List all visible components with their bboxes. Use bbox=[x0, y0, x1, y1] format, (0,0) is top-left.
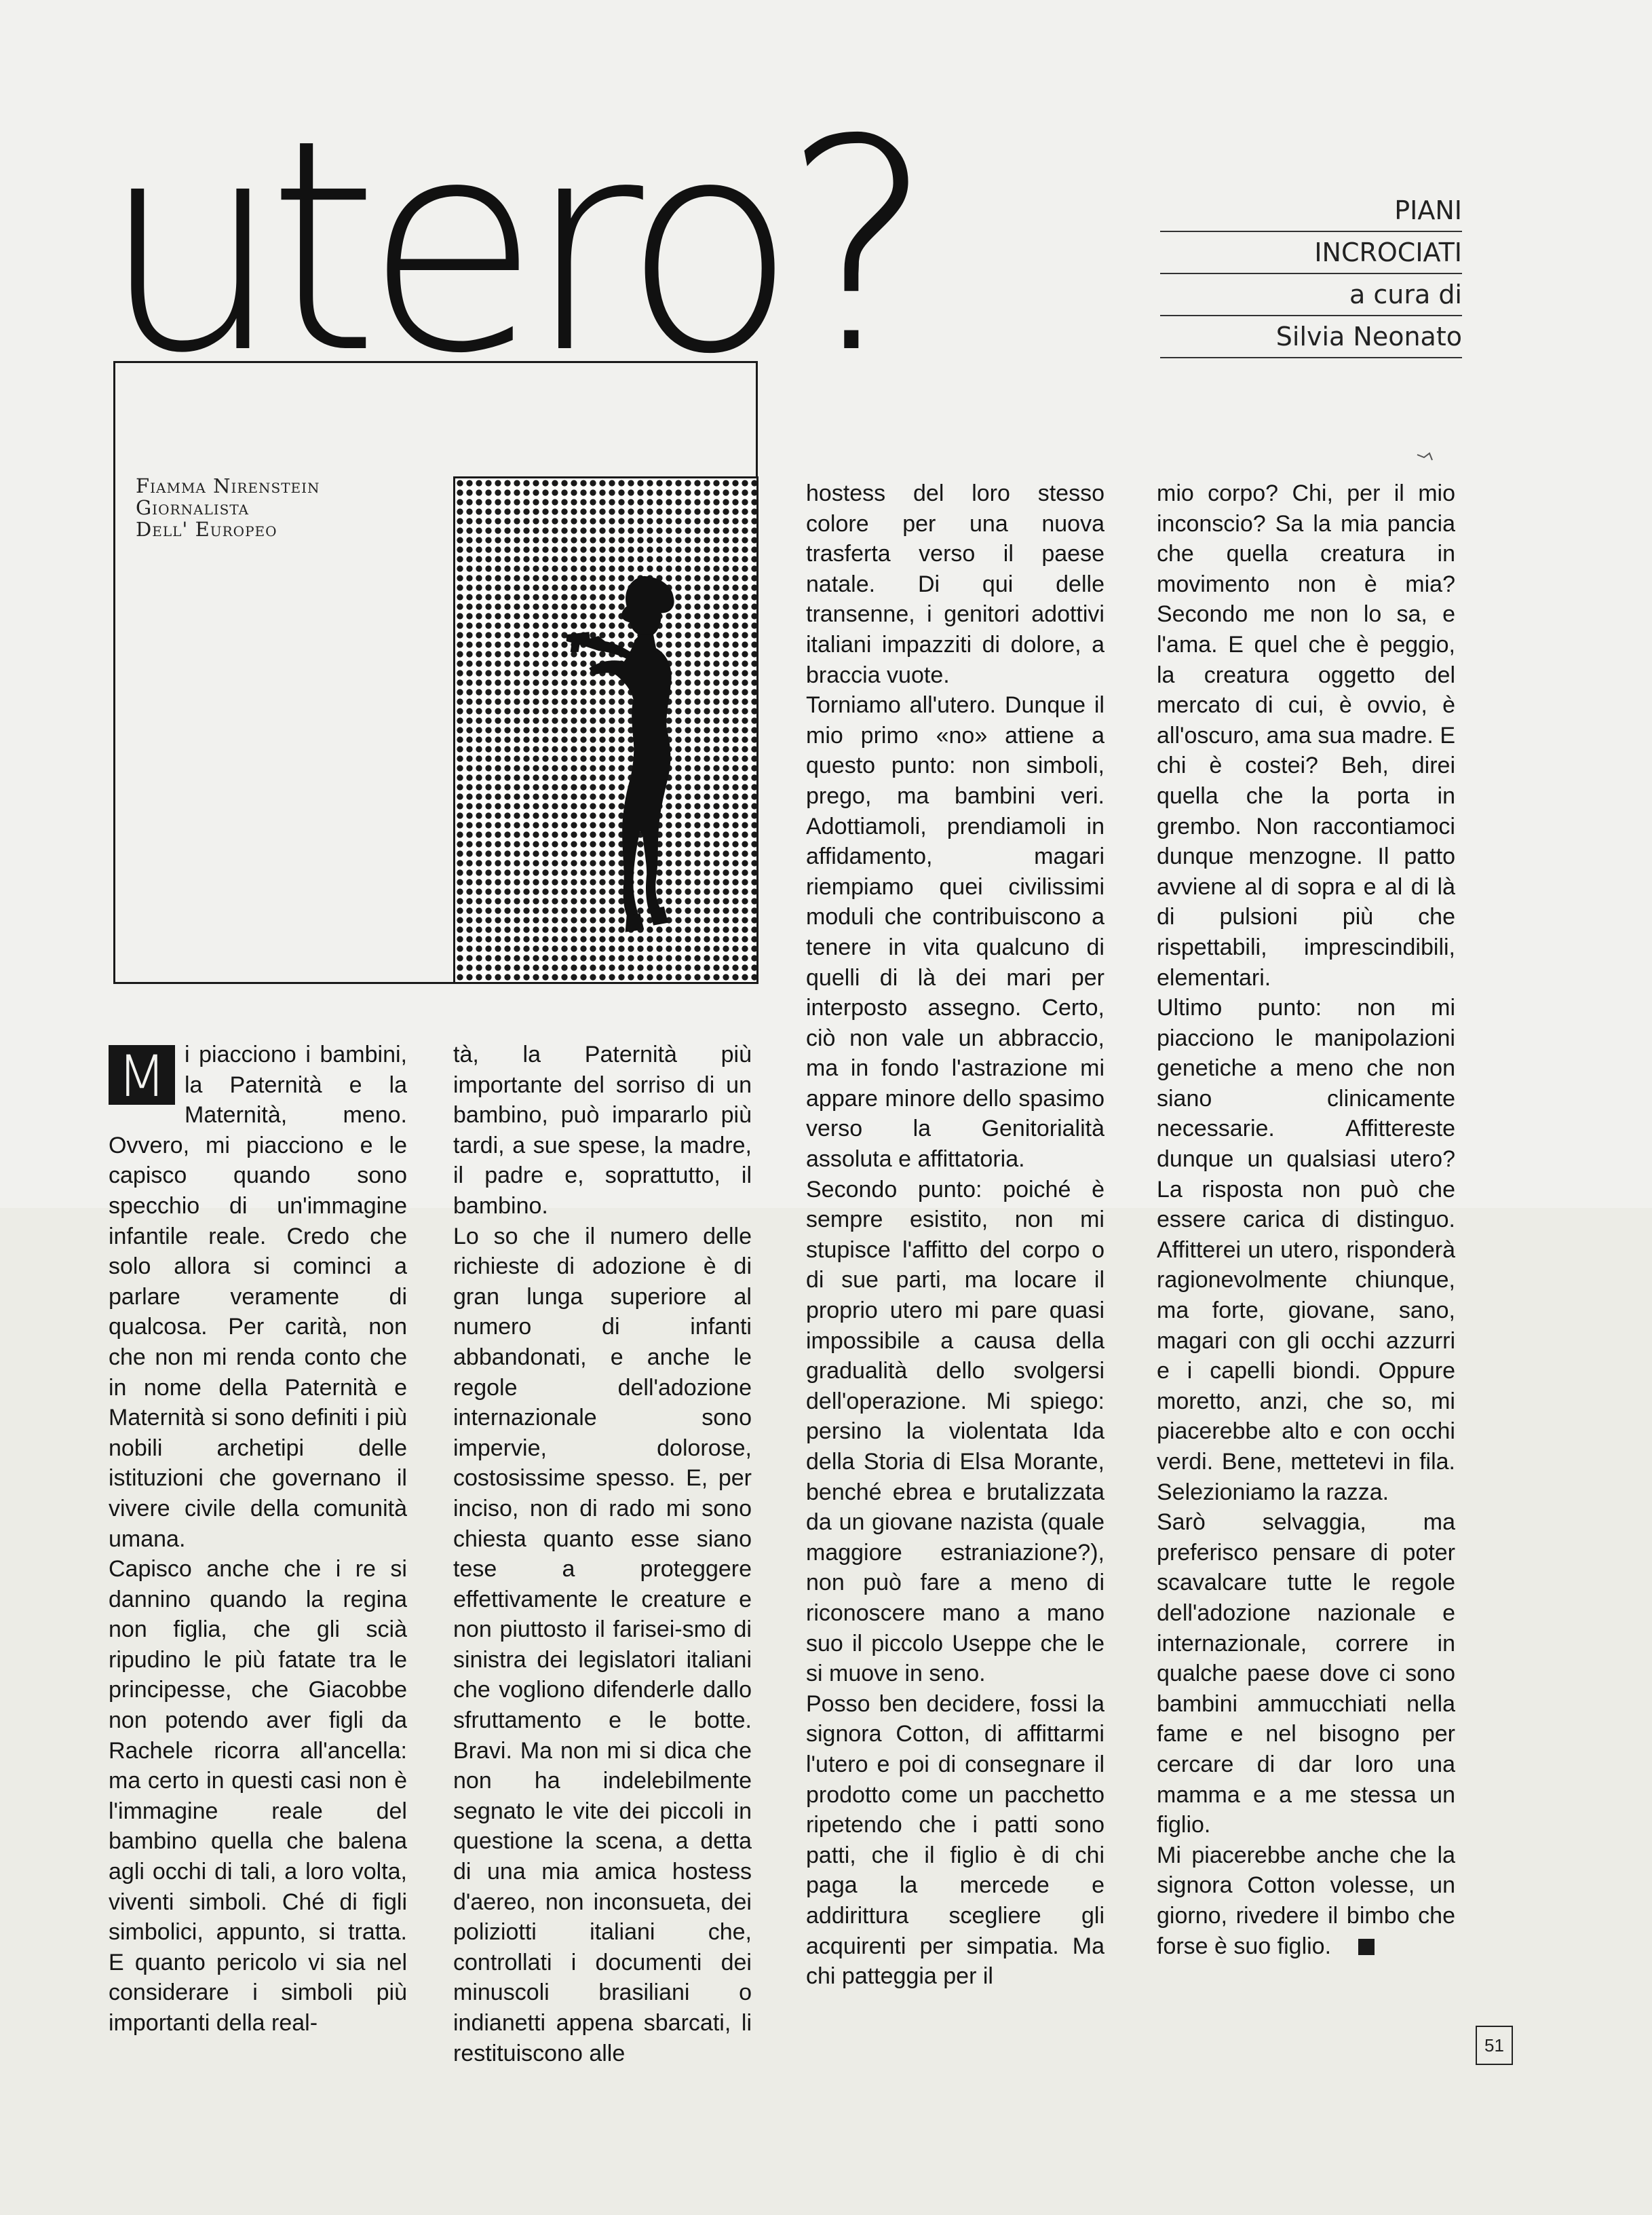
byline bbox=[136, 475, 320, 540]
paragraph: Sarò selvaggia, ma preferisco pensare di poter scavalcare tutte le regole dell'adozione nazionale e internazionale, correre in qualche paese dove ci sono bambini ammucchiati nella fame e nel bisogno per cercare di dar loro una mamma e a me stessa un figlio. bbox=[1157, 1509, 1455, 1838]
paragraph: Posso ben decidere, fossi la signora Cotton, di affittarmi l'utero e poi di consegnare il prodotto come un pacchetto ripetendo che i patti sono patti, che il figlio è di chi paga la mercede e addirittura scegliere gli acquirenti per simpatia. Ma chi patteggia per il bbox=[806, 1690, 1104, 1990]
byline-name: Fiamma Nirenstein bbox=[136, 474, 320, 497]
byline-outlet: Dell' Europeo bbox=[136, 518, 277, 541]
paragraph: hostess del loro stesso colore per una nuova trasferta verso il paese natale. Di qui delle transenne, i genitori adottivi italiani impazziti di dolore, a braccia vuote. bbox=[806, 480, 1104, 688]
paragraph: Torniamo all'utero. Dunque il mio primo «no» attiene a questo punto: non simboli, prego, ma bambini veri. Adottiamoli, prendiamoli in affidamento, magari riempiamo quei civilissimi moduli che contribuiscono a tenere in vita qualcuno di quelli di là dei mari per interposto assegno. Certo, ciò non vale un abbraccio, ma in fondo l'astrazione mi appare minore dello spasimo verso la Genitorialità assoluta e affittatoria. bbox=[806, 692, 1104, 1173]
rubric-line: a cura di bbox=[1160, 274, 1462, 316]
halftone-illustration bbox=[453, 476, 758, 984]
text-column-2 bbox=[453, 1040, 752, 2068]
article-title: utero? bbox=[100, 78, 920, 417]
paragraph-text: i piacciono i bambini, la Paternità e la Maternità, meno. Ovvero, mi piacciono e le capisco quando sono specchio di un'immagine infantile reale. Credo che solo allora si cominci a parlare veramente di qualcosa. Per carità, non che non mi renda conto che in nome della Paternità e Maternità si sono definiti i più nobili archetipi delle istituzioni che governano il vivere civile della comunità umana. bbox=[109, 1042, 407, 1552]
text-column-1 bbox=[109, 1040, 407, 2039]
paragraph: mio corpo? Chi, per il mio inconscio? Sa la mia pancia che quella creatura in movimento non è mia? Secondo me non lo sa, e l'ama. E quel che è peggio, la creatura oggetto del mercato di cui, è ovvio, è all'oscuro, ama sua madre. E chi è costei? Beh, direi quella che la porta in grembo. Non raccontiamoci dunque menzogne. Il patto avviene al di sopra e al di là di pulsioni più che rispettabili, imprescindibili, elementari. bbox=[1157, 480, 1455, 991]
paragraph bbox=[109, 1040, 407, 1554]
print-speck-icon bbox=[1415, 448, 1435, 468]
paragraph: Lo so che il numero delle richieste di adozione è di gran lunga superiore al numero di infanti abbandonati, e anche le regole dell'adozione internazionale sono impervie, dolorose, costosissime spesso. E, per inciso, non di rado mi sono chiesta quanto esse siano tese a proteggere effettivamente le creature e non piuttosto il farisei-smo di sinistra dei legislatori italiani che vogliono difenderle dallo sfruttamento e le botte. Bravi. Ma non mi si dica che non ha indelebilmente segnato le vite dei piccoli in questione la scena, a detta di una mia amica hostess d'aereo, non inconsueta, dei poliziotti italiani che, controllati i documenti dei minuscoli brasiliani o indianetti appena sbarcati, li restituiscono alle bbox=[453, 1223, 752, 2066]
paragraph: tà, la Paternità più importante del sorriso di un bambino, può impararlo più tardi, a sue spese, la madre, il padre e, soprattutto, il bambino. bbox=[453, 1042, 752, 1219]
rubric-box bbox=[1160, 190, 1462, 358]
byline-role: Giornalista bbox=[136, 496, 250, 519]
woman-silhouette-icon bbox=[455, 478, 756, 982]
rubric-line: PIANI bbox=[1160, 190, 1462, 232]
rubric-line: Silvia Neonato bbox=[1160, 316, 1462, 358]
page-number: 51 bbox=[1476, 2026, 1513, 2065]
drop-cap: M bbox=[109, 1045, 175, 1105]
end-mark-icon bbox=[1358, 1939, 1375, 1955]
paragraph: Ultimo punto: non mi piacciono le manipolazioni genetiche a meno che non siano clinicamente necessarie. Affittereste dunque un qualsiasi utero? La risposta non può che essere carica di distinguo. Affitterei un utero, risponderà ragionevolmente chiunque, ma forte, giovane, sano, magari con gli occhi azzurri e i capelli biondi. Oppure moretto, anzi, che so, mi piacerebbe alto e con occhi verdi. Bene, mettetevi in fila. Selezioniamo la razza. bbox=[1157, 995, 1455, 1505]
text-column-4 bbox=[1157, 478, 1455, 1961]
paragraph bbox=[1157, 1840, 1455, 1961]
rubric-line: INCROCIATI bbox=[1160, 232, 1462, 274]
text-column-3 bbox=[806, 478, 1104, 1992]
paragraph-text: Mi piacerebbe anche che la signora Cotton volesse, un giorno, rivedere il bimbo che forse è suo figlio. bbox=[1157, 1842, 1455, 1959]
paragraph: Capisco anche che i re si dannino quando la regina non figlia, che gli scià ripudino le più fatate tra le principesse, che Giacobbe non potendo aver figli da Rachele ricorra all'ancella: ma certo in questi casi non è l'immagine reale del bambino quella che balena agli occhi di tali, a loro volta, viventi simboli. Ché di figli simbolici, appunto, si tratta. E quanto pericolo vi sia nel considerare i simboli più importanti della real- bbox=[109, 1556, 407, 2036]
paragraph: Secondo punto: poiché è sempre esistito, non mi stupisce l'affitto del corpo o di sue parti, ma locare il proprio utero mi pare quasi impossibile a causa della gradualità dello svolgersi dell'operazione. Mi spiego: persino la violentata Ida della Storia di Elsa Morante, benché ebrea e brutalizzata da un giovane nazista (quale maggiore estraniazione?), non può fare a meno di riconoscere mano a mano suo il piccolo Useppe che le si muove in seno. bbox=[806, 1176, 1104, 1687]
